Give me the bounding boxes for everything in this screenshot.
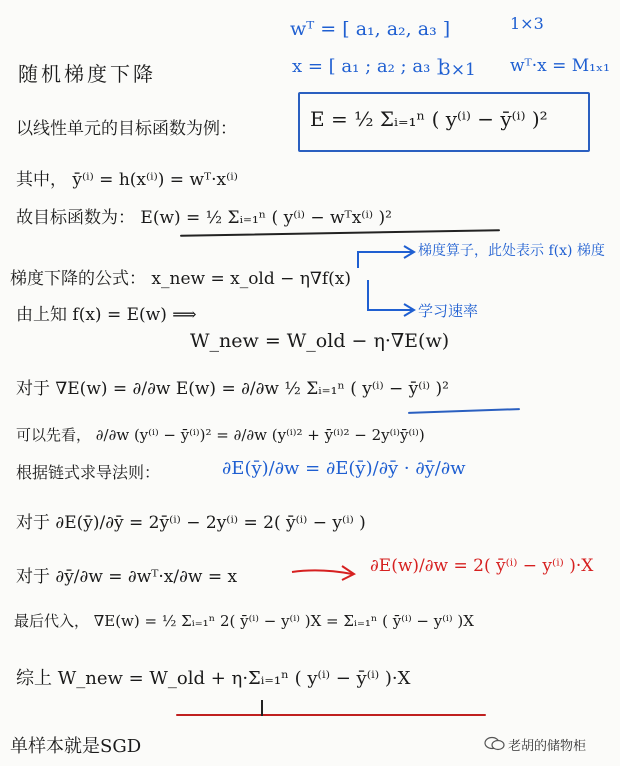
wt-dimension: 1×3 [510, 14, 544, 33]
x-definition: x = [ a₁ ; a₂ ; a₃ ] [292, 56, 444, 77]
from-above: 由上知 f(x) = E(w) ⟹ [16, 305, 197, 325]
x-dimension: 3×1 [440, 60, 476, 80]
where-line: 其中， ȳ⁽ⁱ⁾ = h(x⁽ⁱ⁾) = wᵀ·x⁽ⁱ⁾ [16, 170, 238, 190]
watermark-text: 老胡的储物柜 [508, 739, 587, 754]
so-objective: 故目标函数为： E(w) = ½ Σᵢ₌₁ⁿ ( y⁽ⁱ⁾ − wᵀx⁽ⁱ⁾ )² [16, 208, 392, 228]
w-update-general: W_new = W_old − η·∇E(w) [190, 330, 450, 352]
gd-note-gradient: 梯度算子，此处表示 f(x) 梯度 [418, 243, 605, 259]
objective-formula: E = ½ Σᵢ₌₁ⁿ ( y⁽ⁱ⁾ − ȳ⁽ⁱ⁾ )² [310, 107, 548, 131]
page-title: 随机梯度下降 [18, 62, 156, 86]
objective-label: 以线性单元的目标函数为例： [16, 119, 237, 139]
gd-note-lr: 学习速率 [418, 302, 479, 320]
finally-line: 最后代入， ∇E(w) = ½ Σᵢ₌₁ⁿ 2( ȳ⁽ⁱ⁾ − y⁽ⁱ⁾ )X = Σᵢ₌₁ⁿ ( ȳ⁽ⁱ⁾ − y⁽ⁱ⁾ )X [14, 612, 474, 630]
single-sample: 单样本就是SGD [10, 736, 142, 757]
in-summary: 综上 W_new = W_old + η·Σᵢ₌₁ⁿ ( y⁽ⁱ⁾ − ȳ⁽ⁱ⁾ )·X [16, 668, 411, 689]
gd-formula: 梯度下降的公式： x_new = x_old − η∇f(x) [10, 269, 351, 289]
for-dy-dw: 对于 ∂ȳ/∂w = ∂wᵀ·x/∂w = x [16, 567, 238, 587]
chain-rule-formula: ∂E(ȳ)/∂w = ∂E(ȳ)/∂ȳ · ∂ȳ/∂w [222, 458, 466, 479]
for-gradient: 对于 ∇E(w) = ∂/∂w E(w) = ∂/∂w ½ Σᵢ₌₁ⁿ ( y⁽ⁱ⁾ − ȳ⁽ⁱ⁾ )² [16, 379, 449, 399]
wechat-icon [484, 736, 506, 752]
arrow-result: ∂E(w)/∂w = 2( ȳ⁽ⁱ⁾ − y⁽ⁱ⁾ )·X [370, 556, 594, 576]
wt-definition: wᵀ = [ a₁, a₂, a₃ ] [290, 18, 451, 40]
wtx-dimension: wᵀ·x = M₁ₓ₁ [510, 56, 610, 76]
for-dE-dy: 对于 ∂E(ȳ)/∂ȳ = 2ȳ⁽ⁱ⁾ − 2y⁽ⁱ⁾ = 2( ȳ⁽ⁱ⁾ − y⁽ⁱ⁾ ) [16, 513, 366, 533]
chain-rule-label: 根据链式求导法则： [16, 463, 161, 482]
look-first: 可以先看， ∂/∂w (y⁽ⁱ⁾ − ȳ⁽ⁱ⁾)² = ∂/∂w (y⁽ⁱ⁾² + ȳ⁽ⁱ⁾² − 2y⁽ⁱ⁾ȳ⁽ⁱ⁾) [16, 426, 425, 444]
